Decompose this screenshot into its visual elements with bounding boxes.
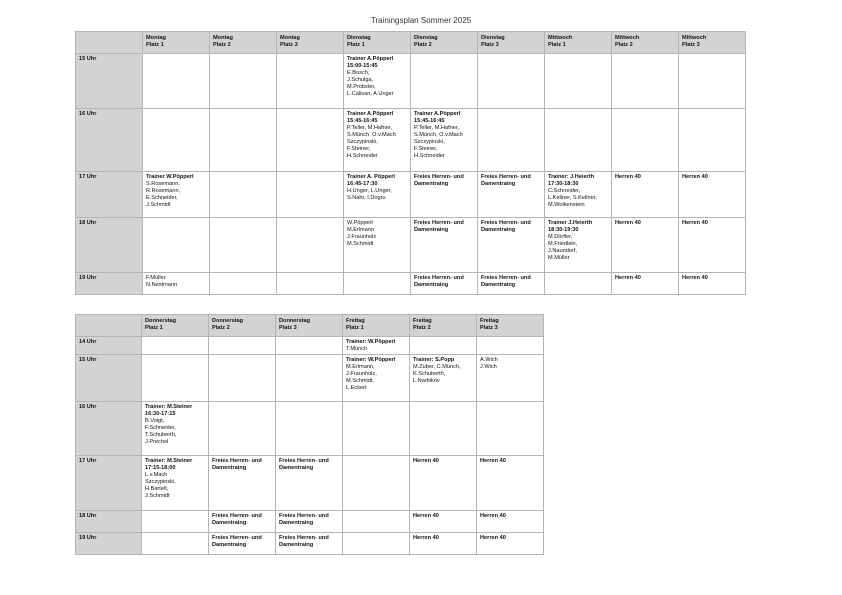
participant-line: J.Schmidt	[145, 493, 170, 499]
session-title: Herren 40	[480, 513, 506, 519]
schedule-cell	[210, 218, 277, 273]
session-title: Damentraing	[212, 542, 247, 548]
column-header	[277, 32, 344, 54]
session-title: 17:15-18:00	[145, 465, 176, 471]
row-hour-label: 18 Uhr	[76, 511, 142, 533]
participant-line: A.Wich	[480, 357, 498, 363]
column-header-court: Platz 2	[615, 42, 633, 48]
participant-line: S.Münch, O.v.Mach	[347, 132, 396, 138]
column-header	[612, 32, 679, 54]
schedule-cell	[612, 273, 679, 295]
participant-line: B.Voigt,	[145, 418, 165, 424]
column-header-day: Montag	[146, 35, 166, 41]
session-title: Trainer: M.Steiner	[145, 458, 193, 464]
column-header-court: Platz 1	[145, 325, 163, 331]
row-hour-label: 15 Uhr	[76, 54, 143, 109]
schedule-cell	[545, 109, 612, 172]
column-header	[411, 32, 478, 54]
participant-line: R.Rosemann,	[146, 188, 181, 194]
participant-line: M.Zuber, C.Münch,	[413, 364, 461, 370]
participant-line: Szczypinski,	[347, 139, 378, 145]
session-title: 18:30-19:30	[548, 227, 579, 233]
session-title: Damentraing	[481, 227, 516, 233]
header-corner	[76, 32, 143, 54]
column-header-court: Platz 2	[212, 325, 230, 331]
participant-line: J.Prechel	[145, 439, 169, 445]
schedule-cell	[545, 172, 612, 218]
session-title: Freies Herren- und	[481, 220, 531, 226]
column-header-court: Platz 3	[480, 325, 498, 331]
schedule-cell	[142, 456, 209, 511]
session-title: Freies Herren- und	[212, 535, 262, 541]
participant-line: M.Erlmann,	[346, 364, 375, 370]
participant-line: M.Pröbster,	[347, 84, 376, 90]
schedule-cell	[612, 54, 679, 109]
column-header	[679, 32, 746, 54]
session-title: Trainer: J.Heierth	[548, 174, 595, 180]
table-row	[76, 337, 544, 355]
participant-line: Szczypinski,	[145, 479, 176, 485]
participant-line: H.Bartelt,	[145, 486, 169, 492]
session-title: Freies Herren- und	[279, 535, 329, 541]
session-title: Freies Herren- und	[212, 513, 262, 519]
schedule-cell	[343, 355, 410, 402]
session-title: Herren 40	[480, 458, 506, 464]
schedule-cell	[143, 109, 210, 172]
schedule-cell	[276, 355, 343, 402]
schedule-cell	[210, 54, 277, 109]
column-header	[478, 32, 545, 54]
schedule-cell	[679, 54, 746, 109]
session-title: Trainer: S.Popp	[413, 357, 455, 363]
participant-line: H.Schneider	[347, 153, 378, 159]
table-row	[76, 218, 746, 273]
session-title: Freies Herren- und	[414, 174, 464, 180]
table-row	[76, 511, 544, 533]
schedule-table-thu-fri	[75, 314, 544, 555]
schedule-cell	[209, 402, 276, 456]
column-header	[142, 315, 209, 337]
session-title: 16:30-17:15	[145, 411, 176, 417]
table-header-row	[76, 32, 746, 54]
participant-line: P.Teller, M.Hafner,	[347, 125, 392, 131]
session-title: Trainer A.Pöpperl	[414, 111, 461, 117]
schedule-cell	[276, 337, 343, 355]
participant-line: J.Wich	[480, 364, 497, 370]
participant-line: M.Müller	[548, 255, 570, 261]
participant-line: C.Schneider,	[548, 188, 581, 194]
session-title: Herren 40	[615, 174, 641, 180]
schedule-cell	[410, 456, 477, 511]
schedule-cell	[478, 172, 545, 218]
session-title: 15:45-16:45	[414, 118, 445, 124]
session-title: Damentraing	[481, 282, 516, 288]
column-header	[143, 32, 210, 54]
column-header-court: Platz 3	[682, 42, 700, 48]
session-title: Trainer: W.Pöpperl	[346, 357, 396, 363]
column-header-court: Platz 2	[413, 325, 431, 331]
participant-line: F.Müller	[146, 275, 166, 281]
participant-line: S.Rosemann,	[146, 181, 180, 187]
participant-line: M.Schmidt	[347, 241, 374, 247]
session-title: Herren 40	[480, 535, 506, 541]
session-title: Herren 40	[682, 275, 708, 281]
table-row	[76, 355, 544, 402]
table-row	[76, 273, 746, 295]
session-title: Freies Herren- und	[279, 513, 329, 519]
column-header	[343, 315, 410, 337]
schedule-cell	[478, 273, 545, 295]
participant-line: J.Fraunholz	[347, 234, 377, 240]
column-header-court: Platz 1	[347, 42, 365, 48]
participant-line: F.Steiner,	[414, 146, 438, 152]
column-header-court: Platz 3	[481, 42, 499, 48]
column-header-court: Platz 2	[213, 42, 231, 48]
schedule-cell	[679, 273, 746, 295]
session-title: Damentraing	[212, 520, 247, 526]
column-header-day: Donnerstag	[279, 318, 311, 324]
row-hour-label: 16 Uhr	[76, 109, 143, 172]
schedule-cell	[411, 54, 478, 109]
schedule-cell	[277, 109, 344, 172]
row-hour-label: 15 Uhr	[76, 355, 142, 402]
schedule-cell	[343, 337, 410, 355]
schedule-cell	[142, 533, 209, 555]
participant-line: H.Unger, L.Unger,	[347, 188, 392, 194]
participant-line: J.Schmidt	[146, 202, 171, 208]
schedule-cell	[411, 273, 478, 295]
schedule-cell	[277, 54, 344, 109]
schedule-cell	[142, 511, 209, 533]
row-hour-label: 17 Uhr	[76, 172, 143, 218]
session-title: Herren 40	[682, 174, 708, 180]
participant-line: J.Schulga,	[347, 77, 374, 83]
session-title: Trainer W.Pöpperl	[146, 174, 194, 180]
schedule-cell	[612, 109, 679, 172]
participant-line: L.Calisan, A.Unger	[347, 91, 394, 97]
session-title: Damentraing	[481, 181, 516, 187]
column-header-day: Mittwoch	[682, 35, 707, 41]
participant-line: M.Schmidt,	[346, 378, 374, 384]
schedule-cell	[477, 533, 544, 555]
column-header-day: Dienstag	[414, 35, 438, 41]
participant-line: F.Schneider,	[145, 425, 176, 431]
column-header	[210, 32, 277, 54]
column-header-court: Platz 3	[280, 42, 298, 48]
session-title: Freies Herren- und	[414, 275, 464, 281]
schedule-cell	[477, 402, 544, 456]
schedule-cell	[276, 533, 343, 555]
schedule-cell	[410, 511, 477, 533]
schedule-cell	[343, 533, 410, 555]
column-header-court: Platz 1	[146, 42, 164, 48]
session-title: Freies Herren- und	[481, 174, 531, 180]
schedule-cell	[143, 54, 210, 109]
participant-line: E.Schneider,	[146, 195, 178, 201]
participant-line: K.Schuberth,	[413, 371, 446, 377]
schedule-cell	[209, 533, 276, 555]
schedule-cell	[410, 533, 477, 555]
column-header-day: Freitag	[413, 318, 432, 324]
schedule-cell	[142, 355, 209, 402]
table-header-row	[76, 315, 544, 337]
schedule-cell	[478, 218, 545, 273]
session-title: Damentraing	[279, 520, 314, 526]
participant-line: J.Naundorf,	[548, 248, 577, 254]
session-title: Damentraing	[212, 465, 247, 471]
session-title: Trainer A. Pöpperl	[347, 174, 395, 180]
schedule-cell	[142, 402, 209, 456]
participant-line: T.Schuberth,	[145, 432, 177, 438]
schedule-cell	[344, 172, 411, 218]
column-header-court: Platz 1	[346, 325, 364, 331]
row-hour-label: 17 Uhr	[76, 456, 142, 511]
schedule-cell	[411, 218, 478, 273]
participant-line: S.Münch, O.v.Mach	[414, 132, 463, 138]
schedule-cell	[277, 172, 344, 218]
table-row	[76, 533, 544, 555]
schedule-cell	[344, 109, 411, 172]
session-title: Damentraing	[279, 542, 314, 548]
column-header-day: Dienstag	[481, 35, 505, 41]
session-title: Damentraing	[414, 181, 449, 187]
session-title: Freies Herren- und	[279, 458, 329, 464]
column-header	[545, 32, 612, 54]
session-title: Trainer: M.Steiner	[145, 404, 193, 410]
schedule-cell	[545, 218, 612, 273]
schedule-cell	[276, 456, 343, 511]
column-header-court: Platz 3	[279, 325, 297, 331]
session-title: Herren 40	[615, 275, 641, 281]
session-title: Trainer A.Pöpperl	[347, 56, 394, 62]
column-header-day: Montag	[213, 35, 233, 41]
schedule-cell	[545, 54, 612, 109]
schedule-cell	[142, 337, 209, 355]
table-row	[76, 54, 746, 109]
session-title: 15:00-15:45	[347, 63, 378, 69]
schedule-cell	[545, 273, 612, 295]
participant-line: E.Bosch,	[347, 70, 370, 76]
schedule-cell	[478, 54, 545, 109]
table-row	[76, 172, 746, 218]
table-row	[76, 402, 544, 456]
column-header	[209, 315, 276, 337]
row-hour-label: 18 Uhr	[76, 218, 143, 273]
participant-line: L.v.Mach	[145, 472, 168, 478]
participant-line: J.Fraunholz,	[346, 371, 377, 377]
row-hour-label: 14 Uhr	[76, 337, 142, 355]
participant-line: M.Erlmann	[347, 227, 375, 233]
participant-line: W.Pöpperl	[347, 220, 373, 226]
page-title: Trainingsplan Sommer 2025	[370, 16, 472, 25]
column-header	[344, 32, 411, 54]
session-title: Herren 40	[615, 220, 641, 226]
schedule-cell	[143, 273, 210, 295]
schedule-cell	[143, 218, 210, 273]
schedule-cell	[209, 337, 276, 355]
column-header-day: Montag	[280, 35, 300, 41]
session-title: 16:45-17:30	[347, 181, 378, 187]
session-title: Herren 40	[413, 535, 439, 541]
session-title: Herren 40	[413, 458, 439, 464]
schedule-cell	[477, 337, 544, 355]
participant-line: F.Steiner,	[347, 146, 371, 152]
schedule-cell	[477, 456, 544, 511]
column-header-day: Dienstag	[347, 35, 371, 41]
schedule-cell	[478, 109, 545, 172]
schedule-cell	[209, 456, 276, 511]
column-header	[477, 315, 544, 337]
schedule-cell	[276, 402, 343, 456]
session-title: Damentraing	[414, 227, 449, 233]
participant-line: S.Nahr, I.Dogru	[347, 195, 386, 201]
participant-line: M.Friedlein,	[548, 241, 578, 247]
schedule-cell	[343, 402, 410, 456]
column-header-day: Mittwoch	[548, 35, 573, 41]
participant-line: L.Narbikov	[413, 378, 440, 384]
schedule-cell	[679, 172, 746, 218]
session-title: Freies Herren- und	[212, 458, 262, 464]
schedule-cell	[410, 337, 477, 355]
column-header-day: Donnerstag	[212, 318, 244, 324]
schedule-cell	[209, 355, 276, 402]
column-header-court: Platz 1	[548, 42, 566, 48]
schedule-cell	[411, 109, 478, 172]
participant-line: T.Münch	[346, 346, 368, 352]
schedule-cell	[276, 511, 343, 533]
column-header-day: Mittwoch	[615, 35, 640, 41]
session-title: Herren 40	[682, 220, 708, 226]
participant-line: L.Eckert	[346, 385, 367, 391]
column-header-day: Donnerstag	[145, 318, 177, 324]
schedule-cell	[343, 456, 410, 511]
schedule-cell	[344, 273, 411, 295]
session-title: Damentraing	[279, 465, 314, 471]
schedule-table-mon-wed	[75, 31, 746, 295]
participant-line: P.Teller, M.Hafner,	[414, 125, 459, 131]
participant-line: N.Nestmann	[146, 282, 178, 288]
schedule-cell	[410, 355, 477, 402]
session-title: 17:30-18:30	[548, 181, 579, 187]
table-row	[76, 109, 746, 172]
session-title: Freies Herren- und	[414, 220, 464, 226]
session-title: Trainer J.Heierth	[548, 220, 593, 226]
schedule-cell	[277, 218, 344, 273]
schedule-cell	[143, 172, 210, 218]
schedule-cell	[277, 273, 344, 295]
row-hour-label: 16 Uhr	[76, 402, 142, 456]
row-hour-label: 19 Uhr	[76, 533, 142, 555]
schedule-cell	[344, 54, 411, 109]
session-title: Trainer: W.Pöpperl	[346, 339, 396, 345]
schedule-cell	[343, 511, 410, 533]
participant-line: H.Schneider	[414, 153, 445, 159]
session-title: Damentraing	[414, 282, 449, 288]
session-title: 15:45-16:45	[347, 118, 378, 124]
schedule-cell	[477, 511, 544, 533]
schedule-cell	[679, 218, 746, 273]
column-header-day: Freitag	[346, 318, 365, 324]
column-header-day: Freitag	[480, 318, 499, 324]
header-corner	[76, 315, 142, 337]
schedule-cell	[411, 172, 478, 218]
participant-line: Szczypinski,	[414, 139, 445, 145]
schedule-cell	[210, 273, 277, 295]
column-header	[276, 315, 343, 337]
participant-line: M.Dörfler,	[548, 234, 573, 240]
session-title: Herren 40	[413, 513, 439, 519]
participant-line: M.Wolkenstein	[548, 202, 585, 208]
session-title: Freies Herren- und	[481, 275, 531, 281]
column-header	[410, 315, 477, 337]
session-title: Trainer A.Pöpperl	[347, 111, 394, 117]
participant-line: L.Kellner, S.Kellner,	[548, 195, 597, 201]
schedule-cell	[679, 109, 746, 172]
schedule-cell	[209, 511, 276, 533]
column-header-court: Platz 2	[414, 42, 432, 48]
schedule-cell	[210, 172, 277, 218]
schedule-cell	[344, 218, 411, 273]
schedule-cell	[612, 172, 679, 218]
schedule-cell	[477, 355, 544, 402]
schedule-cell	[410, 402, 477, 456]
table-row	[76, 456, 544, 511]
schedule-cell	[210, 109, 277, 172]
schedule-cell	[612, 218, 679, 273]
row-hour-label: 19 Uhr	[76, 273, 143, 295]
